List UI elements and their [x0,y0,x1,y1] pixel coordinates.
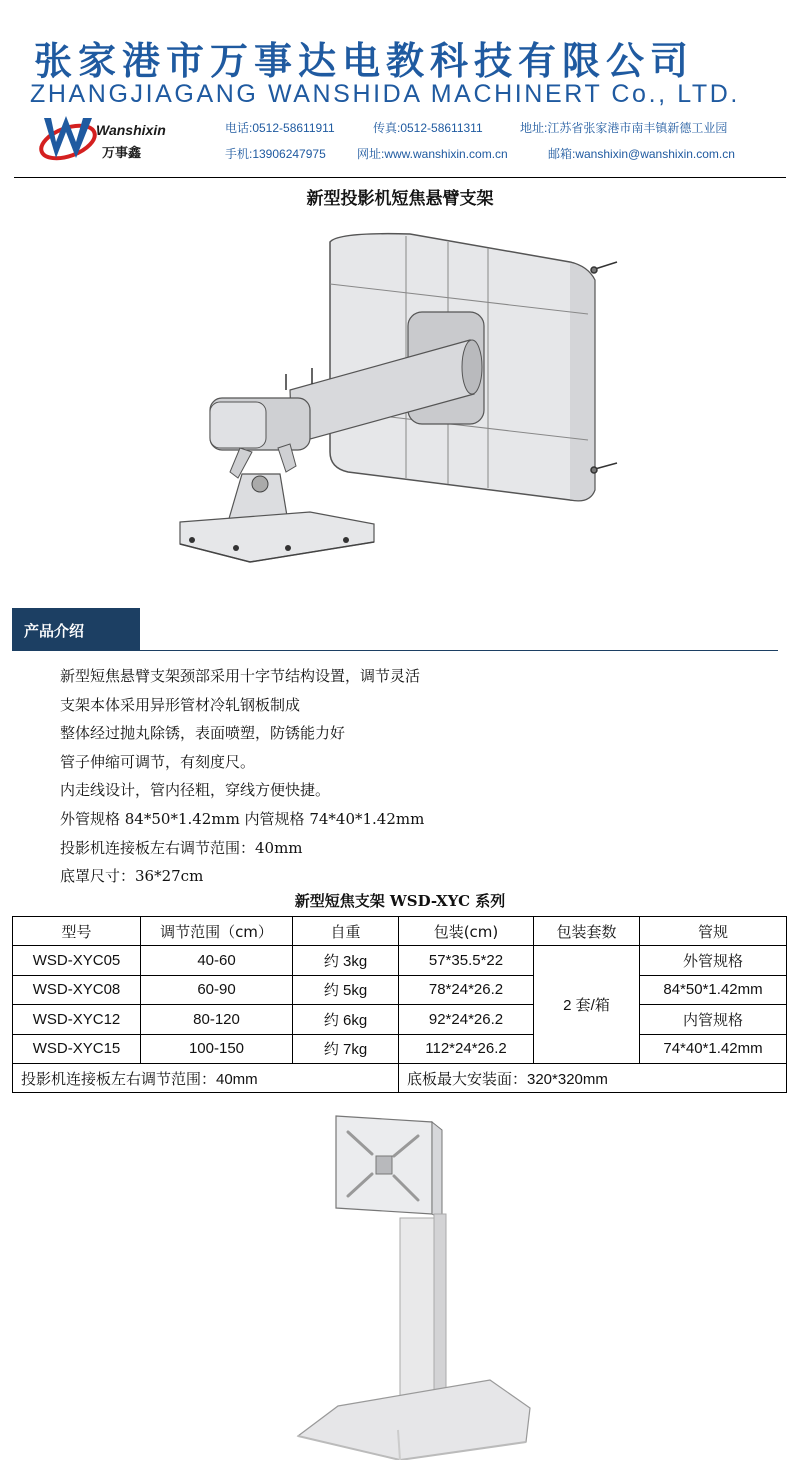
feature-item: 整体经过抛丸除锈，表面喷塑，防锈能力好 [60,724,346,743]
floor-stand-image [290,1110,540,1460]
logo-w-icon [38,112,100,167]
company-name-cn: 张家港市万事达电教科技有限公司 [34,39,695,83]
table-cell: 约 7kg [293,1034,399,1063]
feature-item: 投影机连接板左右调节范围：40mm [60,838,303,857]
header-divider [14,177,786,178]
table-footer-left: 投影机连接板左右调节范围：40mm [13,1063,399,1092]
contact-website: 网址:www.wanshixin.com.cn [357,147,508,161]
table-row [13,1005,787,1034]
table-header-row [13,917,787,946]
contact-address: 地址:江苏省张家港市南丰镇新德工业园 [520,121,728,135]
column-header: 包装套数 [534,917,640,946]
column-header: 管规 [640,917,787,946]
table-cell: WSD-XYC15 [13,1034,141,1063]
feature-item: 外管规格 84*50*1.42mm 内管规格 74*40*1.42mm [60,809,425,828]
pipe-cell: 84*50*1.42mm [640,975,787,1004]
feature-item: 管子伸缩可调节，有刻度尺。 [60,752,256,771]
table-row [13,946,787,975]
pipe-cell: 外管规格 [640,946,787,975]
page-title: 新型投影机短焦悬臂支架 [306,189,494,209]
table-cell: WSD-XYC12 [13,1005,141,1034]
contact-mobile: 手机:13906247975 [225,147,326,161]
table-cell: 40-60 [141,946,293,975]
table-row [13,975,787,1004]
pipe-cell: 74*40*1.42mm [640,1034,787,1063]
feature-item: 内走线设计，管内径粗，穿线方便快捷。 [60,781,331,800]
feature-list [60,662,424,891]
projector-arm-bracket-image [170,222,630,572]
table-cell: 60-90 [141,975,293,1004]
table-cell: 80-120 [141,1005,293,1034]
table-cell: 57*35.5*22 [399,946,534,975]
company-logo [38,112,198,167]
section-title: 产品介绍 [24,622,85,640]
feature-item: 底罩尺寸：36*27cm [60,867,204,886]
package-sets-cell: 2 套/箱 [534,946,640,1064]
company-name-en: ZHANGJIAGANG WANSHIDA MACHINERT Co., LTD. [30,80,740,108]
table-cell: WSD-XYC08 [13,975,141,1004]
table-cell: WSD-XYC05 [13,946,141,975]
column-header: 自重 [293,917,399,946]
pipe-cell: 内管规格 [640,1005,787,1034]
logo-text-en: Wanshixin [96,122,166,138]
column-header: 型号 [13,917,141,946]
contact-email: 邮箱:wanshixin@wanshixin.com.cn [548,147,735,161]
table-cell: 100-150 [141,1034,293,1063]
table-cell: 112*24*26.2 [399,1034,534,1063]
table-cell: 约 5kg [293,975,399,1004]
table-footer-row [13,1063,787,1092]
section-divider [12,650,778,651]
column-header: 调节范围（cm） [141,917,293,946]
column-header: 包装(cm) [399,917,534,946]
table-footer-right: 底板最大安装面：320*320mm [399,1063,787,1092]
contact-tel: 电话:0512-58611911 [225,121,335,135]
table-title: 新型短焦支架 WSD-XYC 系列 [294,892,506,910]
spec-table [12,916,787,1093]
table-cell: 92*24*26.2 [399,1005,534,1034]
logo-text-cn: 万事鑫 [102,146,142,161]
contact-fax: 传真:0512-58611311 [373,121,483,135]
page-header [0,0,800,180]
table-row [13,1034,787,1063]
table-cell: 约 3kg [293,946,399,975]
table-cell: 78*24*26.2 [399,975,534,1004]
feature-item: 新型短焦悬臂支架颈部采用十字节结构设置，调节灵活 [60,667,421,685]
feature-item: 支架本体采用异形管材冷轧钢板制成 [60,695,301,714]
table-cell: 约 6kg [293,1005,399,1034]
